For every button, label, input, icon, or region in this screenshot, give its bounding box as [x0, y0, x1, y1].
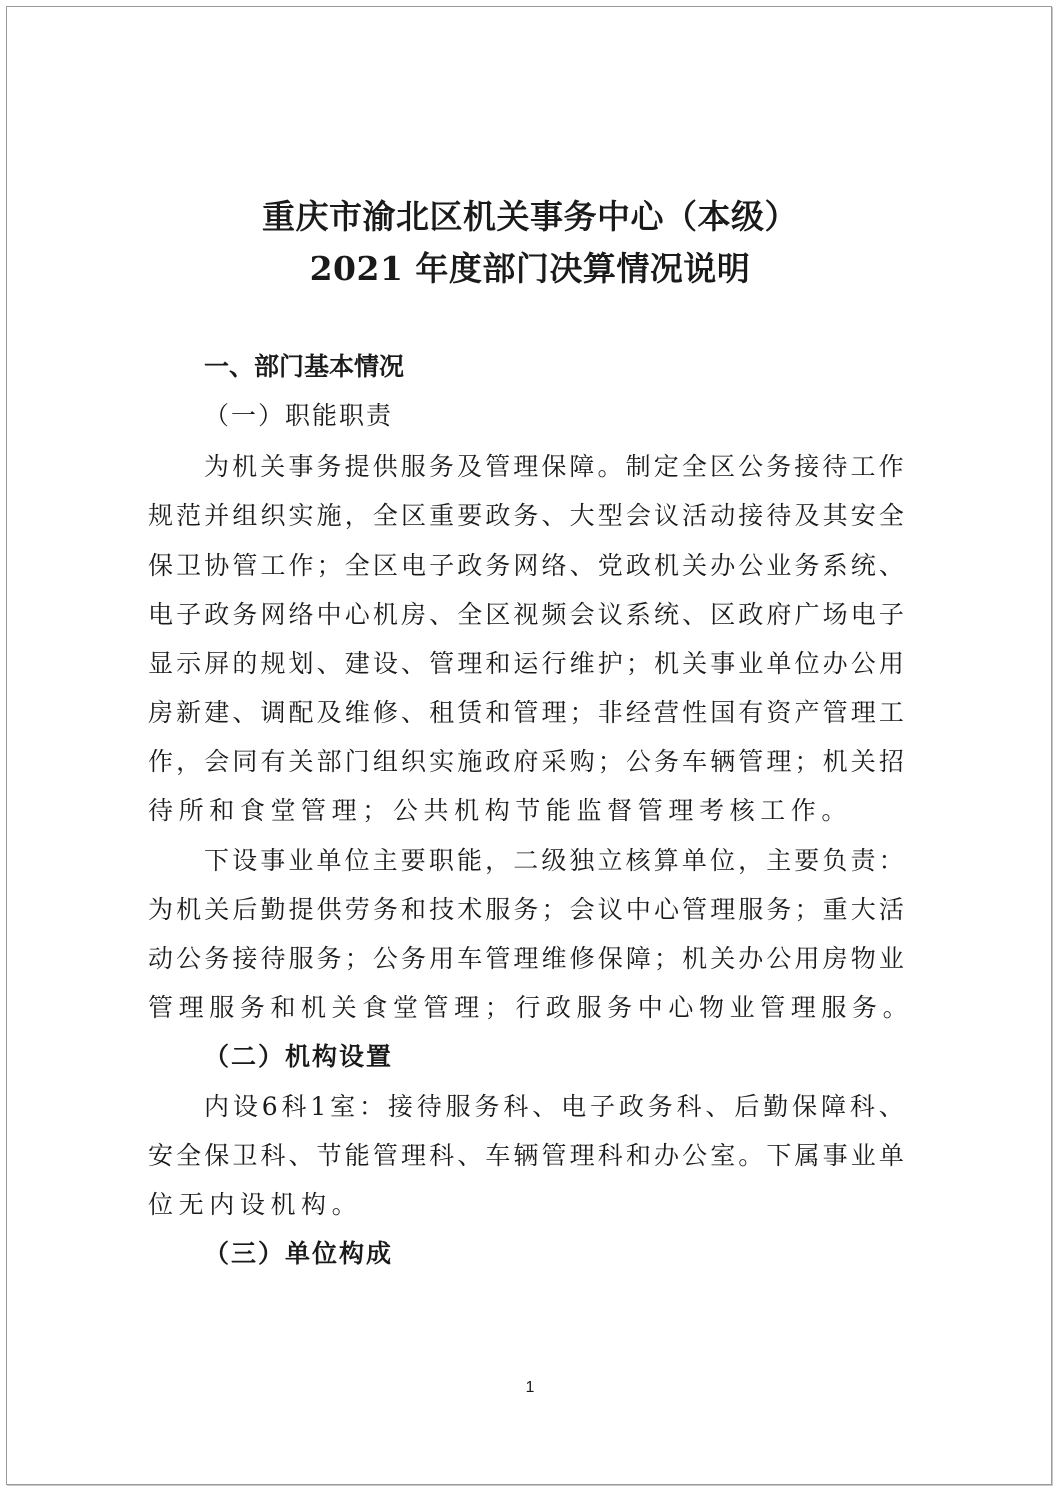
subsection-heading-organization: （二）机构设置	[204, 1042, 394, 1071]
document-title-line-1: 重庆市渝北区机关事务中心（本级）	[262, 197, 798, 236]
section-heading-basic-info: 一、部门基本情况	[204, 352, 405, 381]
paragraph-line: 为 机 关 事 务 提 供 服 务 及 管 理 保 障 。 制 定 全 区 公 务 接 待 工 作	[204, 452, 904, 481]
paragraph-line: 动 公 务 接 待 服 务 ； 公 务 用 车 管 理 维 修 保 障 ； 机 关 办 公 用 房 物 业	[148, 944, 904, 973]
paragraph-line: 安 全 保 卫 科 、 节 能 管 理 科 、 车 辆 管 理 科 和 办 公 室 。 下 属 事 业 单	[148, 1141, 904, 1170]
paragraph-line: 作 ， 会 同 有 关 部 门 组 织 实 施 政 府 采 购 ； 公 务 车 辆 管 理 ； 机 关 招	[148, 747, 904, 776]
paragraph-line: 保 卫 协 管 工 作 ； 全 区 电 子 政 务 网 络 、 党 政 机 关 办 公 业 务 系 统 、	[148, 551, 904, 580]
paragraph-line: 房 新 建 、 调 配 及 维 修 、 租 赁 和 管 理 ； 非 经 营 性 国 有 资 产 管 理 工	[148, 698, 904, 727]
page-number: 1	[525, 1379, 535, 1396]
paragraph-line: 显 示 屏 的 规 划 、 建 设 、 管 理 和 运 行 维 护 ； 机 关 事 业 单 位 办 公 用	[148, 649, 904, 678]
paragraph-line: 位 无 内 设 机 构 。	[148, 1190, 363, 1219]
paragraph-line: 下 设 事 业 单 位 主 要 职 能 ， 二 级 独 立 核 算 单 位 ， 主 要 负 责 ：	[204, 846, 904, 875]
paragraph-line: 内 设 6 科 1 室 ： 接 待 服 务 科 、 电 子 政 务 科 、 后 勤 保 障 科 、	[204, 1092, 904, 1121]
subsection-heading-composition: （三）单位构成	[204, 1239, 394, 1268]
paragraph-line: 电 子 政 务 网 络 中 心 机 房 、 全 区 视 频 会 议 系 统 、 区 政 府 广 场 电 子	[148, 600, 904, 629]
paragraph-line: 规 范 并 组 织 实 施 ， 全 区 重 要 政 务 、 大 型 会 议 活 动 接 待 及 其 安 全	[148, 501, 904, 530]
paragraph-line: 管 理 服 务 和 机 关 食 堂 管 理 ； 行 政 服 务 中 心 物 业 管 理 服 务 。	[148, 993, 914, 1022]
paragraph-line: 为 机 关 后 勤 提 供 劳 务 和 技 术 服 务 ； 会 议 中 心 管 理 服 务 ； 重 大 活	[148, 895, 904, 924]
document-title-line-2: 2021 年度部门决算情况说明	[309, 249, 751, 288]
paragraph-line: 待 所 和 食 堂 管 理 ； 公 共 机 构 节 能 监 督 管 理 考 核 工 作 。	[148, 796, 853, 825]
subsection-heading-functions: （一）职能职责	[204, 401, 394, 430]
